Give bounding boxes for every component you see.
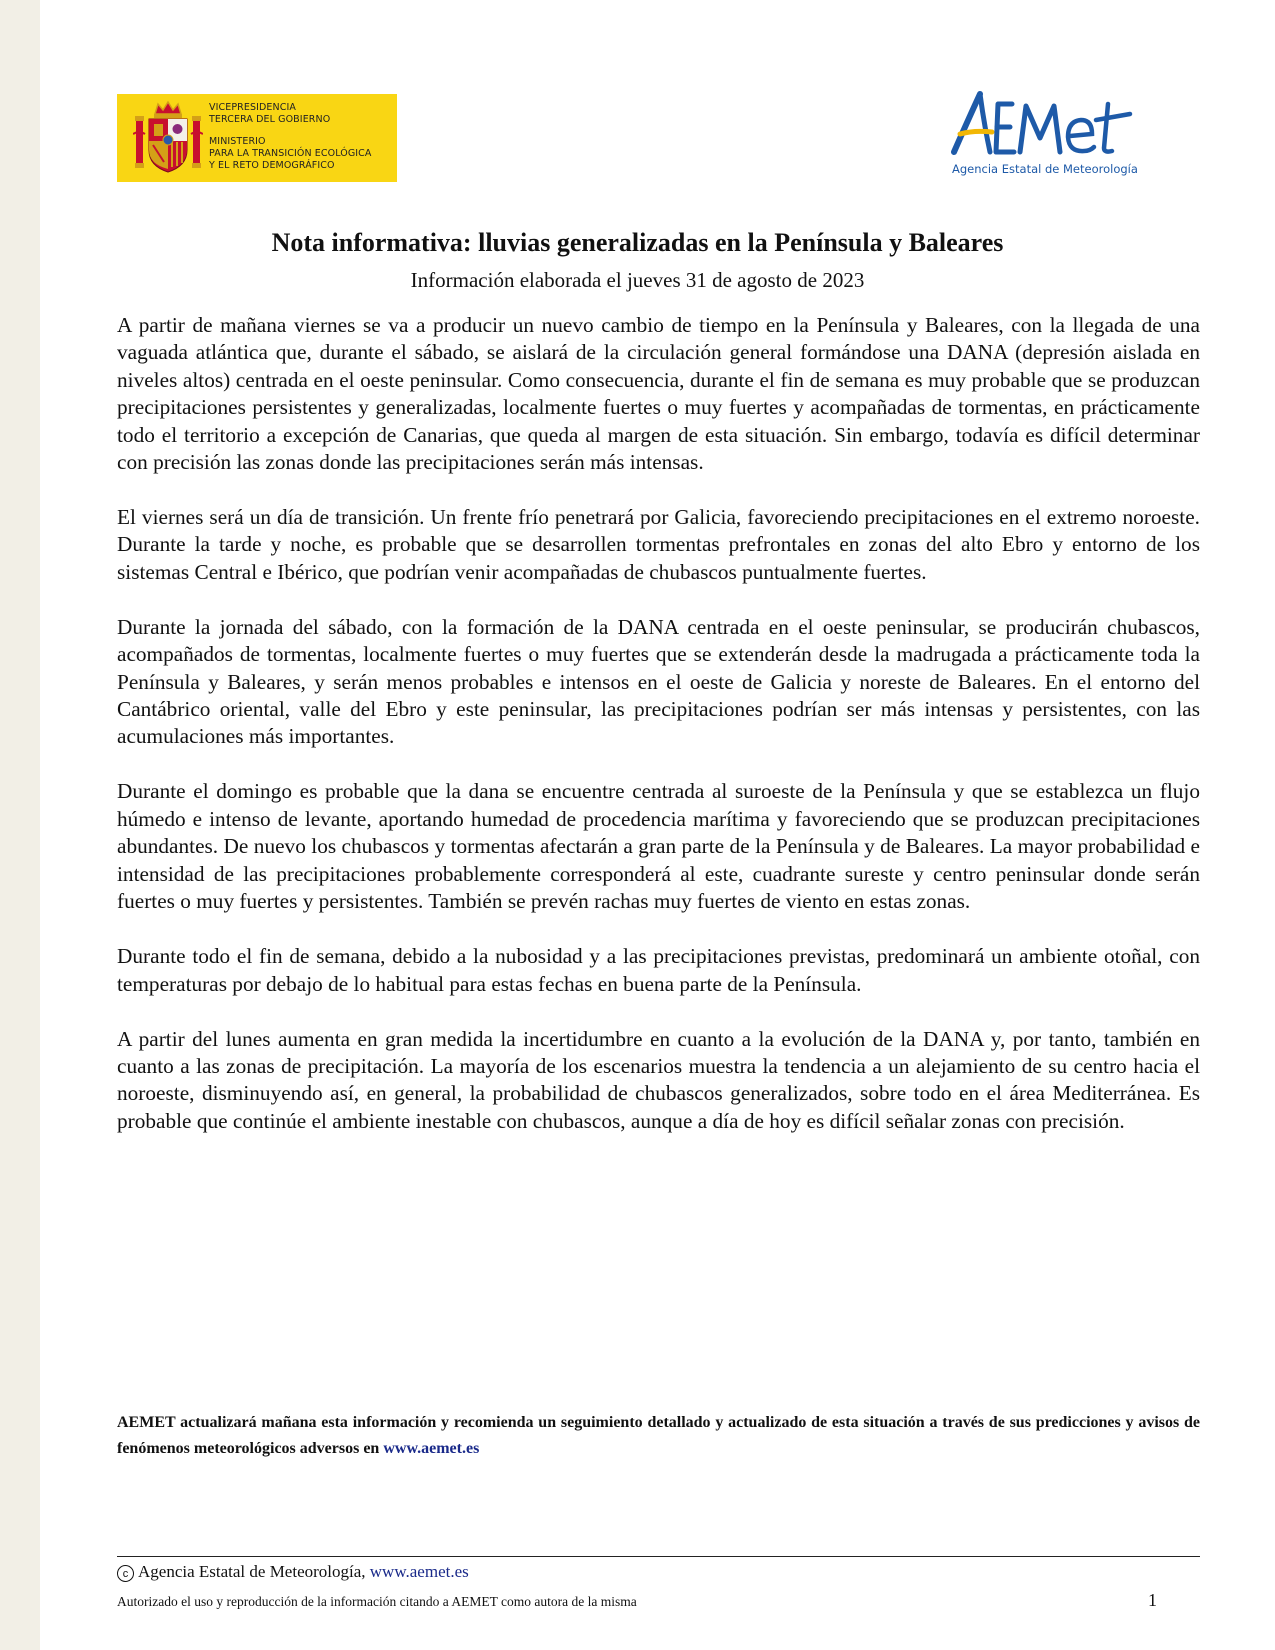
- aemet-logo: [950, 90, 1160, 185]
- body-paragraph: A partir del lunes aumenta en gran medida la incertidumbre en cuanto a la evolución de la DANA y, por tanto, también en cuanto a las zonas de precipitación. La mayoría de los escenarios muestra la tendencia a un alejamiento de su centro hacia el noroeste, disminuyendo así, en general, la probabilidad de chubascos generalizados, sobre todo en el área Mediterránea. Es probable que continúe el ambiente inestable con chubascos, aunque a día de hoy es difícil señalar zonas con precisión.: [117, 1026, 1200, 1133]
- body-paragraph: A partir de mañana viernes se va a producir un nuevo cambio de tiempo en la Península y Baleares, con la llegada de una vaguada atlántica que, durante el sábado, se aislará de la circulación general formándose una DANA (depresión aislada en niveles altos) centrada en el oeste peninsular. Como consecuencia, durante el fin de semana es muy probable que se produzcan precipitaciones persistentes y generalizadas, localmente fuertes o muy fuertes y acompañadas de tormentas, en prácticamente todo el territorio a excepción de Canarias, que queda al margen de esta situación. Sin embargo, todavía es difícil determinar con precisión las zonas donde las precipitaciones serán más intensas.: [117, 313, 1200, 475]
- page-number: 1: [1148, 1590, 1157, 1610]
- gov-logo-line: PARA LA TRANSICIÓN ECOLÓGICA: [209, 148, 372, 159]
- gov-logo-line: MINISTERIO: [209, 136, 266, 147]
- copyright-text: Agencia Estatal de Meteorología,: [138, 1562, 370, 1581]
- footer-divider: [117, 1556, 1200, 1557]
- document-subtitle: Información elaborada el jueves 31 de agosto de 2023: [410, 268, 865, 292]
- document-body: [117, 312, 1200, 1163]
- document-page: [40, 0, 1275, 1650]
- update-notice-text: AEMET actualizará mañana esta información y recomienda un seguimiento detallado y actualizado de esta situación a través de sus predicciones y avisos de fenómenos meteorológicos adversos en: [117, 1414, 1200, 1457]
- body-paragraph: Durante todo el fin de semana, debido a la nubosidad y a las precipitaciones previstas, predominará un ambiente otoñal, con temperaturas por debajo de lo habitual para estas fechas en buena parte de la Península.: [117, 944, 1200, 996]
- body-paragraph: Durante el domingo es probable que la dana se encuentre centrada al suroeste de la Península y que se establezca un flujo húmedo e intenso de levante, aportando humedad de procedencia marítima y favoreciendo que se produzcan precipitaciones abundantes. De nuevo los chubascos y tormentas afectarán a gran parte de la Península y de Baleares. La mayor probabilidad e intensidad de las precipitaciones probablemente corresponderá al este, cuadrante sureste y centro peninsular donde serán fuertes o muy fuertes y persistentes. También se prevén rachas muy fuertes de viento en estas zonas.: [117, 779, 1200, 914]
- footer-copyright: [117, 1562, 469, 1582]
- gov-logo-line: TERCERA DEL GOBIERNO: [209, 114, 331, 125]
- aemet-logo-subtitle: Agencia Estatal de Meteorología: [952, 162, 1138, 176]
- footer-website-link[interactable]: www.aemet.es: [369, 1562, 469, 1581]
- aemet-wordmark-icon: [950, 90, 1160, 160]
- body-paragraph: Durante la jornada del sábado, con la formación de la DANA centrada en el oeste peninsular, se producirán chubascos, acompañados de tormentas, localmente fuertes o muy fuertes que se extenderán desde la madrugada a prácticamente toda la Península y Baleares, y serán menos probables e intensos en el oeste de Galicia y noreste de Baleares. En el entorno del Cantábrico oriental, valle del Ebro y este peninsular, las precipitaciones podrían ser más intensas y persistentes, con las acumulaciones más importantes.: [117, 614, 1200, 749]
- government-logo-text: [209, 102, 395, 172]
- coat-of-arms-icon: [133, 100, 203, 176]
- footer-legal-notice: Autorizado el uso y reproducción de la información citando a AEMET como autora de la misma: [117, 1594, 637, 1609]
- document-title: Nota informativa: lluvias generalizadas en la Península y Baleares: [271, 228, 1004, 257]
- page-left-margin: [0, 0, 40, 1650]
- gov-logo-line: Y EL RETO DEMOGRÁFICO: [209, 160, 335, 171]
- government-logo: [117, 94, 397, 182]
- copyright-icon: c: [117, 1565, 134, 1582]
- aemet-website-link[interactable]: www.aemet.es: [383, 1440, 480, 1457]
- update-notice: [117, 1410, 1200, 1462]
- gov-logo-line: VICEPRESIDENCIA: [209, 102, 296, 113]
- body-paragraph: El viernes será un día de transición. Un frente frío penetrará por Galicia, favoreciendo precipitaciones en el extremo noroeste. Durante la tarde y noche, es probable que se desarrollen tormentas prefrontales en zonas del alto Ebro y entorno de los sistemas Central e Ibérico, que podrían venir acompañadas de chubascos puntualmente fuertes.: [117, 505, 1200, 584]
